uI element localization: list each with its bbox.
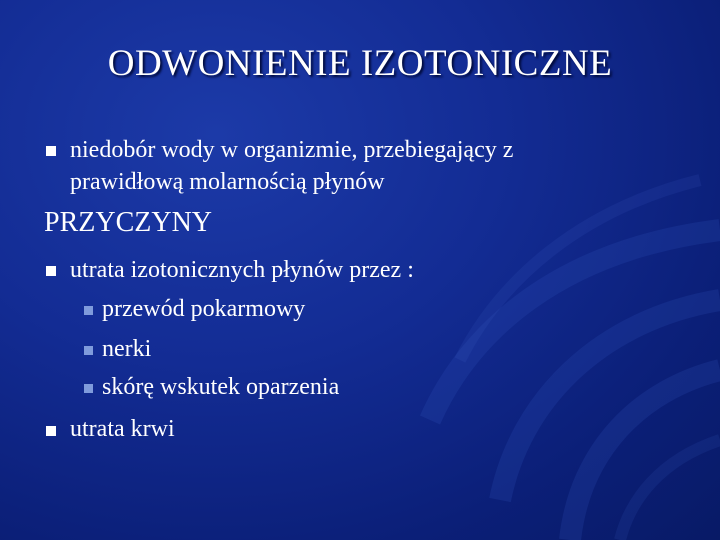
sub-bullet-square-icon: [84, 384, 93, 393]
bullet-square-icon: [46, 266, 56, 276]
sub-bullet-square-icon: [84, 346, 93, 355]
slide-title: ODWONIENIE IZOTONICZNE: [107, 43, 613, 84]
cause-item-1: utrata izotonicznych płynów przez :: [70, 257, 414, 283]
cause-item-2: utrata krwi: [70, 416, 175, 442]
sub-item-1: przewód pokarmowy: [102, 296, 306, 322]
sub-bullet-square-icon: [84, 306, 93, 315]
sub-item-3: skórę wskutek oparzenia: [102, 374, 340, 400]
causes-heading: PRZYCZYNY: [44, 207, 213, 238]
sub-item-2: nerki: [102, 336, 152, 362]
bullet-square-icon: [46, 146, 56, 156]
definition-line-1: niedobór wody w organizmie, przebiegający z: [70, 137, 514, 163]
bullet-square-icon: [46, 426, 56, 436]
definition-line-2: prawidłową molarnością płynów: [70, 169, 385, 195]
